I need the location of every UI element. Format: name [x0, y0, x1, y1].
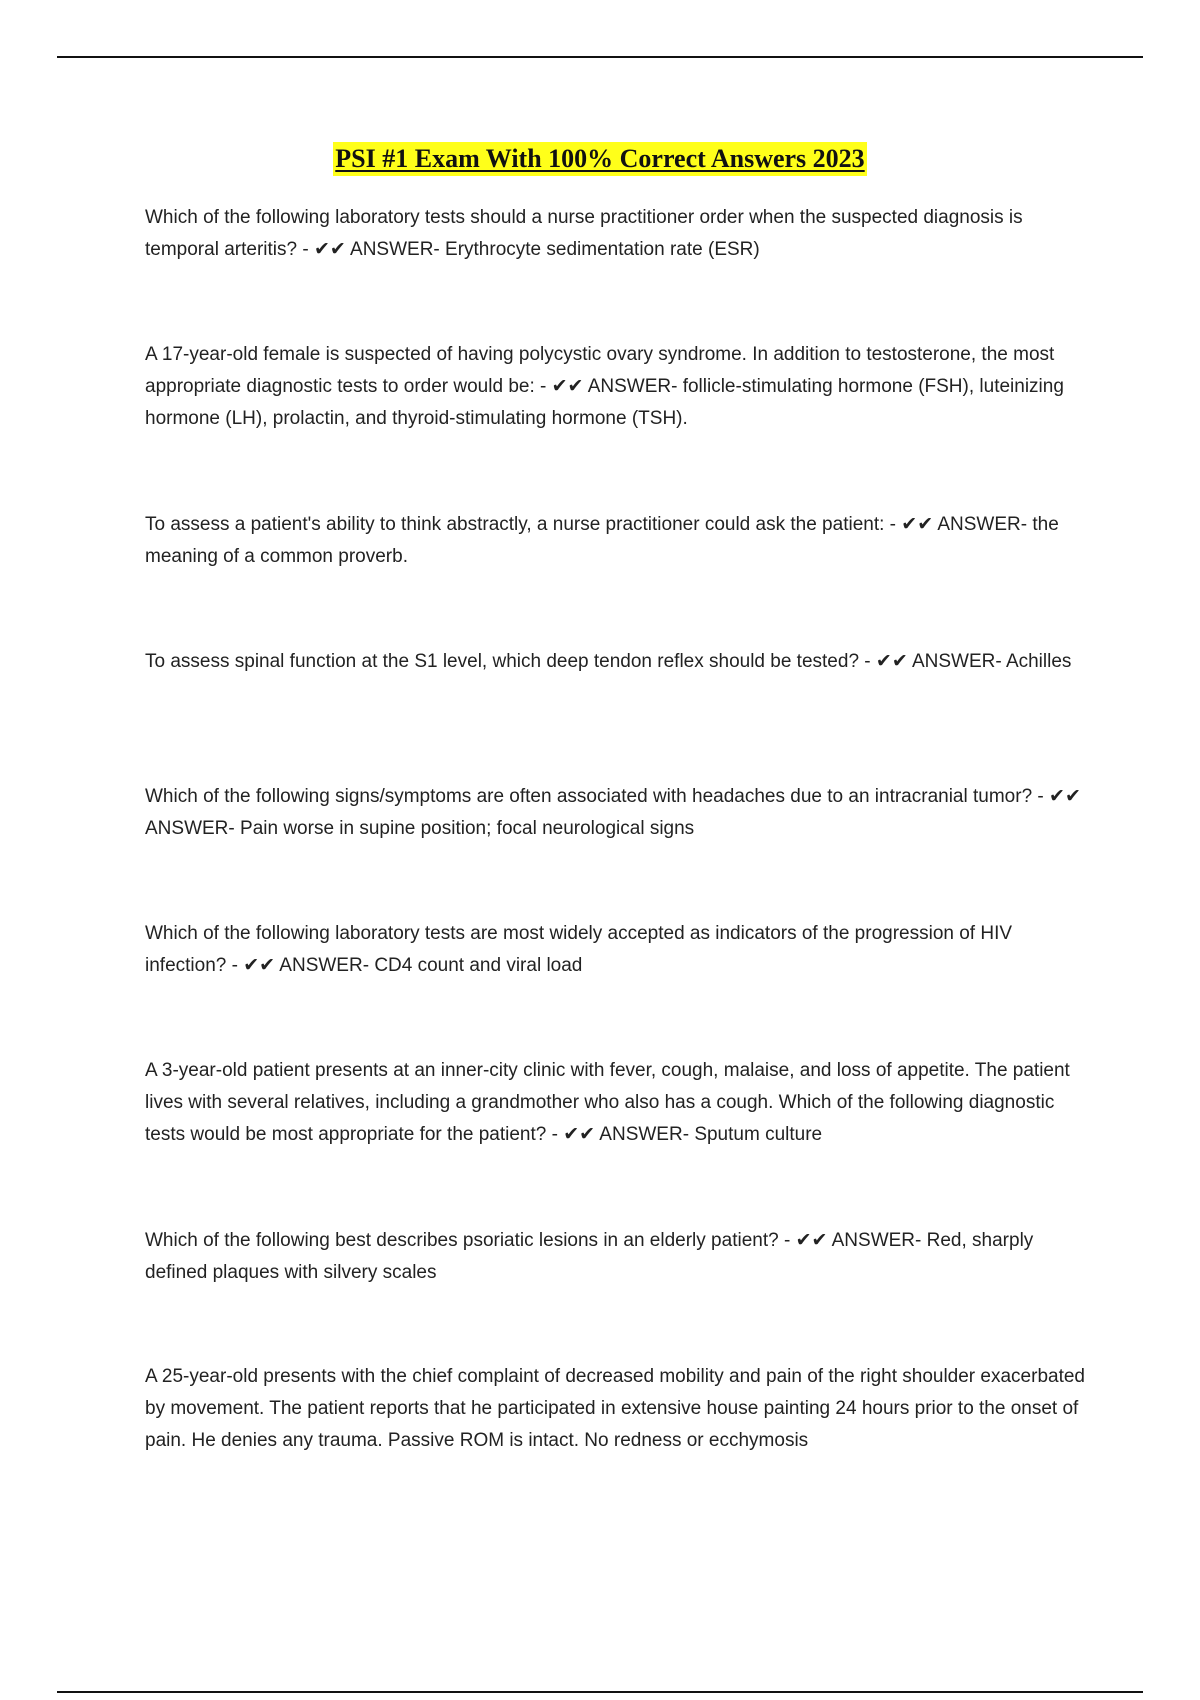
qa-item-8: [145, 1225, 1095, 1289]
answer-marker: ✔✔ ANSWER-: [243, 955, 370, 976]
qa-item-7: [145, 1055, 1095, 1151]
question-text: Which of the following laboratory tests are most widely accepted as indicators of the progression of HIV infection? -: [145, 923, 1013, 976]
answer-marker: ✔✔ ANSWER-: [901, 514, 1028, 535]
question-text: A 25-year-old presents with the chief complaint of decreased mobility and pain of the right shoulder exacerbated by movement. The patient reports that he participated in extensive house painting 24 hours prior to the onset of pain. He denies any trauma. Passive ROM is intact. No redness or ecchymosis: [145, 1366, 1085, 1451]
qa-item-4: [145, 646, 1095, 678]
answer-text: the meaning of a common proverb.: [145, 514, 1059, 567]
question-text: Which of the following best describes psoriatic lesions in an elderly patient? -: [145, 1230, 791, 1251]
title-container: [0, 142, 1200, 176]
answer-marker: ✔✔ ANSWER-: [563, 1124, 690, 1145]
question-text: A 17-year-old female is suspected of having polycystic ovary syndrome. In addition to testosterone, the most appropriate diagnostic tests to order would be: -: [145, 344, 1055, 397]
answer-text: Pain worse in supine position; focal neurological signs: [240, 818, 695, 839]
question-text: A 3-year-old patient presents at an inner-city clinic with fever, cough, malaise, and loss of appetite. The patient lives with several relatives, including a grandmother who also has a cough. Which of the following diagnostic tests would be most appropriate for the patient? -: [145, 1060, 1070, 1145]
question-text: Which of the following laboratory tests should a nurse practitioner order when the suspected diagnosis is temporal arteritis? -: [145, 207, 1023, 260]
answer-marker: ✔✔ ANSWER-: [313, 239, 440, 260]
qa-item-1: [145, 202, 1095, 266]
qa-item-3: [145, 509, 1095, 573]
answer-marker: ✔✔ ANSWER-: [145, 786, 1081, 839]
answer-marker: ✔✔ ANSWER-: [551, 376, 678, 397]
answer-marker: ✔✔ ANSWER-: [795, 1230, 922, 1251]
answer-text: CD4 count and viral load: [374, 955, 583, 976]
question-text: To assess a patient's ability to think abstractly, a nurse practitioner could ask the patient: -: [145, 514, 896, 535]
answer-text: Sputum culture: [694, 1124, 823, 1145]
qa-item-5: [145, 781, 1095, 845]
qa-item-2: [145, 339, 1095, 435]
qa-item-9: [145, 1361, 1095, 1457]
answer-text: Red, sharply defined plaques with silvery scales: [145, 1230, 1034, 1283]
question-text: Which of the following signs/symptoms are often associated with headaches due to an intracranial tumor? -: [145, 786, 1044, 807]
answer-text: follicle-stimulating hormone (FSH), luteinizing hormone (LH), prolactin, and thyroid-stimulating hormone (TSH).: [145, 376, 1064, 429]
document-title: PSI #1 Exam With 100% Correct Answers 2023: [333, 142, 866, 176]
answer-text: Achilles: [1005, 651, 1072, 672]
qa-item-6: [145, 918, 1095, 982]
top-rule: [57, 56, 1143, 58]
bottom-rule: [57, 1691, 1143, 1693]
answer-text: Erythrocyte sedimentation rate (ESR): [445, 239, 760, 260]
question-text: To assess spinal function at the S1 level, which deep tendon reflex should be tested? -: [145, 651, 871, 672]
answer-marker: ✔✔ ANSWER-: [875, 651, 1002, 672]
